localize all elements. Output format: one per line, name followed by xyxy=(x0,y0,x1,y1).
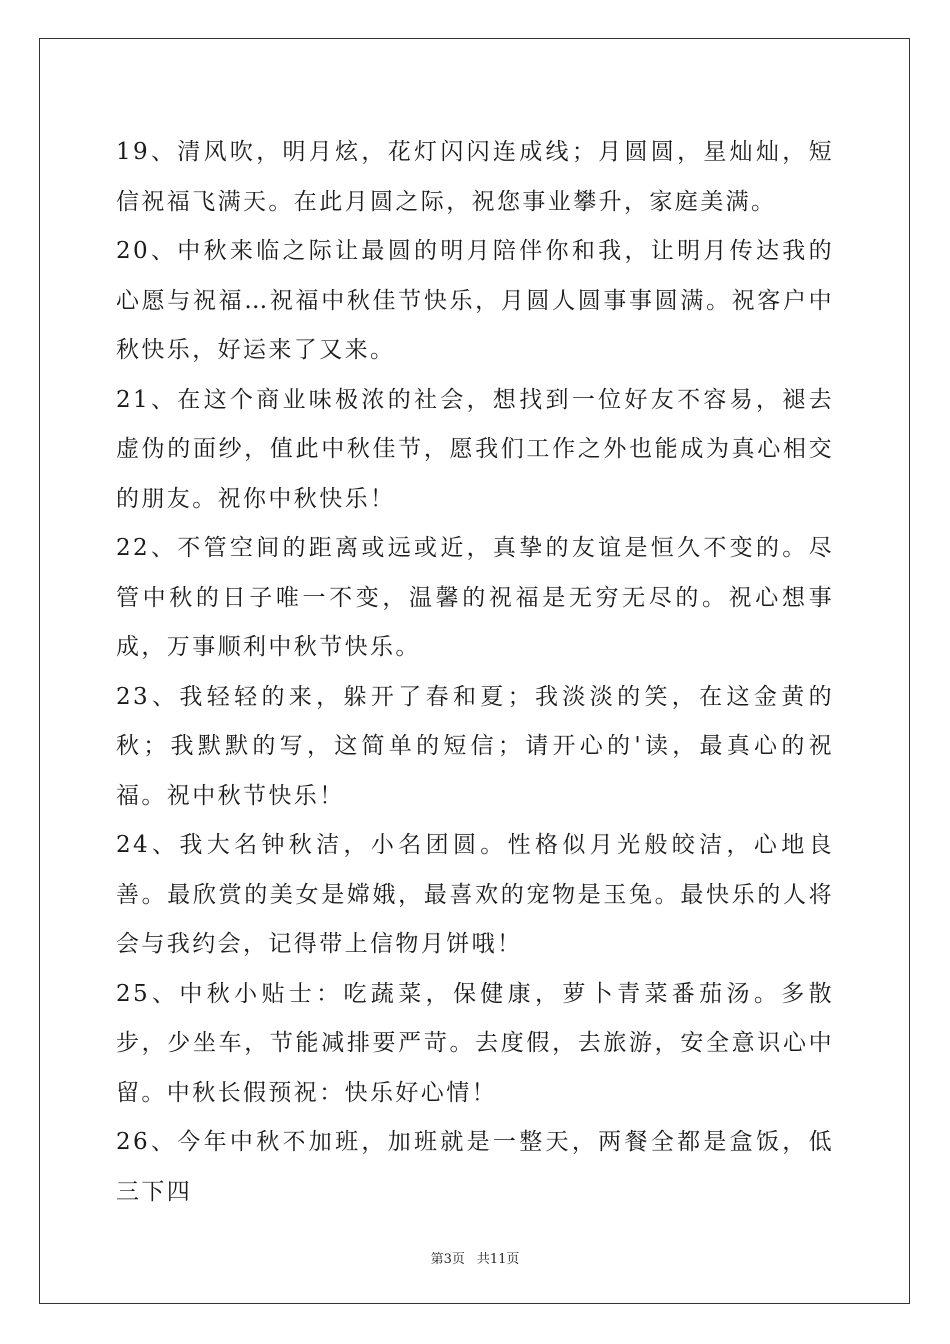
paragraph-19: 19、清风吹，明月炫，花灯闪闪连成线；月圆圆，星灿灿，短信祝福飞满天。在此月圆之际，祝您事业攀升，家庭美满。 xyxy=(116,139,834,215)
paragraph-20: 20、中秋来临之际让最圆的明月陪伴你和我，让明月传达我的心愿与祝福…祝福中秋佳节快乐，月圆人圆事事圆满。祝客户中秋快乐，好运来了又来。 xyxy=(116,238,834,363)
paragraph-23: 23、我轻轻的来，躲开了春和夏；我淡淡的笑，在这金黄的秋；我默默的写，这简单的短信；请开心的'读，最真心的祝福。祝中秋节快乐！ xyxy=(116,683,834,809)
paragraph-21: 21、在这个商业味极浓的社会，想找到一位好友不容易，褪去虚伪的面纱，值此中秋佳节，愿我们工作之外也能成为真心相交的朋友。祝你中秋快乐！ xyxy=(116,386,834,512)
paragraph-22: 22、不管空间的距离或远或近，真挚的友谊是恒久不变的。尽管中秋的日子唯一不变，温馨的祝福是无穷无尽的。祝心想事成，万事顺利中秋节快乐。 xyxy=(116,535,834,660)
paragraph-26: 26、今年中秋不加班，加班就是一整天，两餐全都是盒饭，低三下四 xyxy=(116,1129,834,1205)
paragraph-25: 25、中秋小贴士：吃蔬菜，保健康，萝卜青菜番茄汤。多散步，少坐车，节能减排要严苛。去度假，去旅游，安全意识心中留。中秋长假预祝：快乐好心情！ xyxy=(116,980,834,1106)
document-body xyxy=(116,128,834,1217)
page-footer xyxy=(0,1248,950,1267)
paragraph-24: 24、我大名钟秋洁，小名团圆。性格似月光般皎洁，心地良善。最欣赏的美女是嫦娥，最喜欢的宠物是玉兔。最快乐的人将会与我约会，记得带上信物月饼哦！ xyxy=(116,832,834,957)
page-number: 第3页 xyxy=(430,1252,465,1267)
page-total: 共11页 xyxy=(476,1252,520,1267)
